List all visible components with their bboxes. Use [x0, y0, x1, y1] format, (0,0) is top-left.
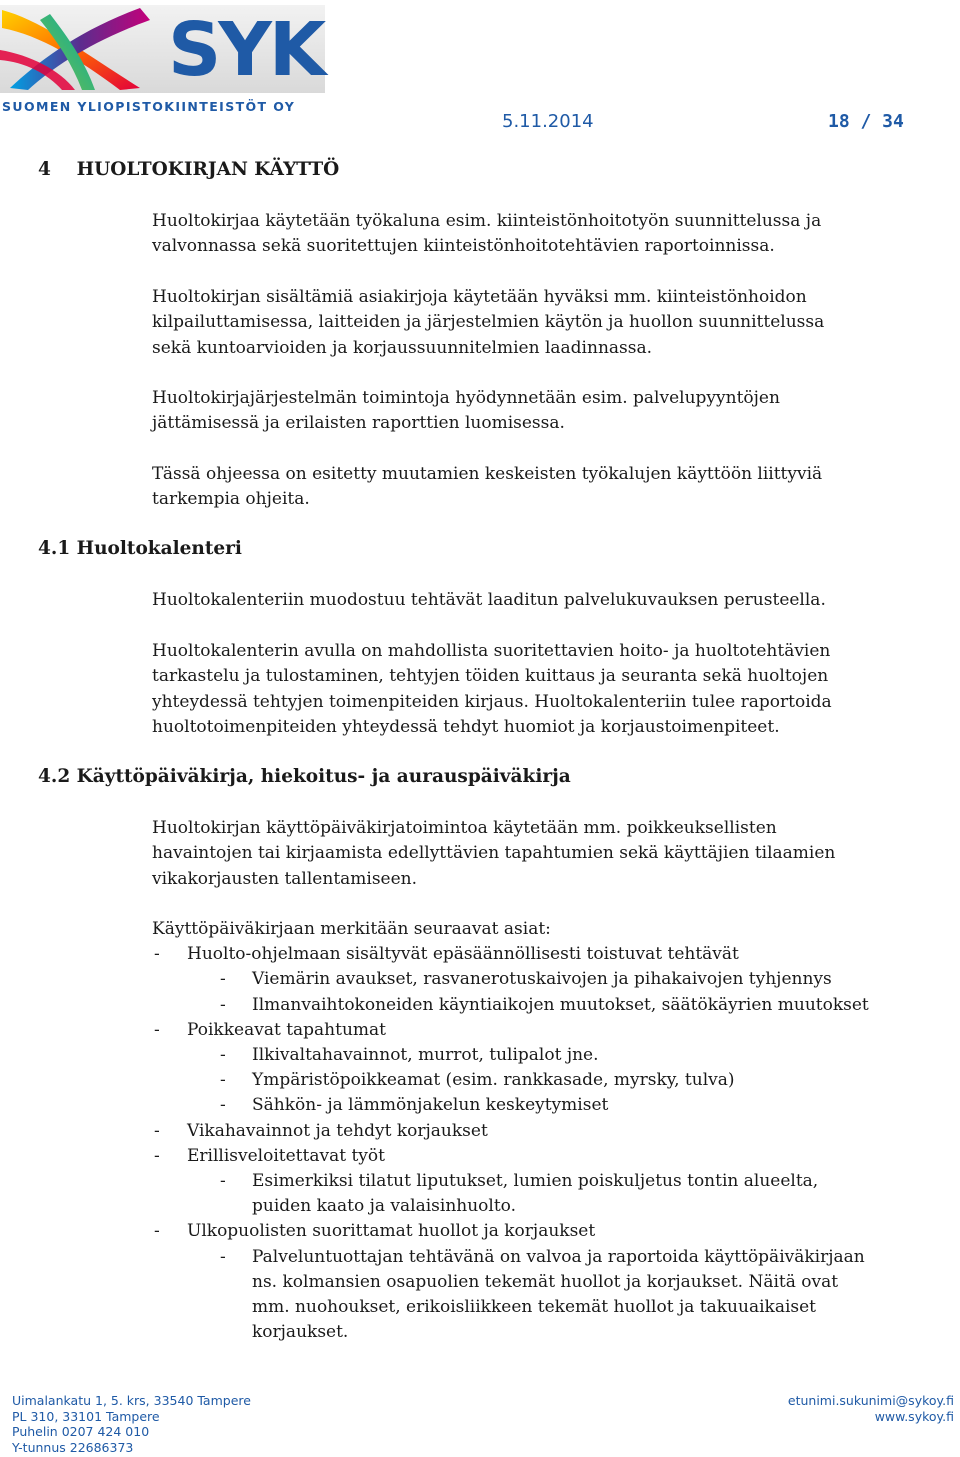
- footer-online: [788, 1393, 954, 1424]
- section-4-2-heading: 4.2 Käyttöpäiväkirja, hiekoitus- ja aurauspäiväkirja: [38, 766, 571, 787]
- header-date: 5.11.2014: [502, 111, 594, 132]
- footer-contact: [12, 1393, 251, 1455]
- footer-phone: Puhelin 0207 424 010: [12, 1424, 150, 1439]
- sub-list-item: - Ilkivaltahavainnot, murrot, tulipalot jne.: [220, 1045, 599, 1066]
- footer-website-link[interactable]: www.sykoy.fi: [874, 1408, 954, 1424]
- syk-logo: [0, 0, 330, 120]
- sub-list-item: - Viemärin avaukset, rasvanerotuskaivojen ja pihakaivojen tyhjennys: [220, 969, 832, 990]
- list-item: - Vikahavainnot ja tehdyt korjaukset: [154, 1120, 488, 1141]
- footer-po-box: PL 310, 33101 Tampere: [12, 1408, 160, 1424]
- section-4-paragraph-3: Huoltokirjajärjestelmän toimintoja hyödynnetään esim. palvelupyyntöjen jättämisessä ja erilaisten raporttien luomisessa.: [152, 388, 780, 434]
- section-4-1-heading: 4.1 Huoltokalenteri: [38, 538, 242, 559]
- header-page-number: 18 / 34: [828, 111, 904, 132]
- sub-list-item: - Palveluntuottajan tehtävänä on valvoa ja raportoida käyttöpäiväkirjaan ns. kolmansien osapuolien tekemät huollot ja korjaukset. Näitä ovat mm. nuohoukset, erikoisliikkeen tekemät huollot ja takuuaikaiset korjaukset.: [220, 1246, 865, 1343]
- section-4-2-paragraph: Huoltokirjan käyttöpäiväkirjatoimintoa käytetään mm. poikkeuksellisten havaintojen tai kirjaamista edellyttävien tapahtumien sekä käyttäjien tilaamien vikakorjausten tallentamiseen.: [152, 818, 836, 889]
- sub-list-item: - Ympäristöpoikkeamat (esim. rankkasade, myrsky, tulva): [220, 1070, 735, 1091]
- logo-wordmark: SYK: [168, 7, 324, 93]
- footer-address: Uimalankatu 1, 5. krs, 33540 Tampere: [12, 1393, 251, 1408]
- sub-list-item: - Esimerkiksi tilatut liputukset, lumien poiskuljetus tontin alueelta, puiden kaato ja valaisinhuolto.: [220, 1171, 819, 1217]
- list-item: - Ulkopuolisten suorittamat huollot ja korjaukset: [154, 1221, 596, 1242]
- section-4-paragraph-1: Huoltokirjaa käytetään työkaluna esim. kiinteistönhoitotyön suunnittelussa ja valvonnassa sekä suoritettujen kiinteistönhoitotehtävien raportoinnissa.: [152, 211, 822, 257]
- section-4-heading: 4 HUOLTOKIRJAN KÄYTTÖ: [38, 159, 340, 180]
- list-item: - Huolto-ohjelmaan sisältyvät epäsäännöllisesti toistuvat tehtävät: [154, 944, 739, 965]
- section-4-paragraph-2: Huoltokirjan sisältämiä asiakirjoja käytetään hyväksi mm. kiinteistönhoidon kilpailuttamisessa, laitteiden ja järjestelmien käytön ja huollon suunnittelussa sekä kuntoarvioiden ja korjaussuunnitelmien laadinnassa.: [152, 287, 825, 358]
- footer-business-id: Y-tunnus 22686373: [12, 1439, 134, 1455]
- list-item: - Poikkeavat tapahtumat: [154, 1019, 386, 1040]
- section-4-paragraph-4: Tässä ohjeessa on esitetty muutamien keskeisten työkalujen käyttöön liittyviä tarkempia ohjeita.: [152, 464, 823, 510]
- sub-list-item: - Ilmanvaihtokoneiden käyntiaikojen muutokset, säätökäyrien muutokset: [220, 994, 869, 1015]
- list-item: - Erillisveloitettavat työt: [154, 1145, 385, 1166]
- section-4-1-paragraph-1: Huoltokalenteriin muodostuu tehtävät laaditun palvelukuvauksen perusteella.: [152, 590, 826, 610]
- footer-email-link[interactable]: etunimi.sukunimi@sykoy.fi: [787, 1393, 954, 1408]
- sub-list-item: - Sähkön- ja lämmönjakelun keskeytymiset: [220, 1095, 609, 1116]
- logo-subtitle: SUOMEN YLIOPISTOKIINTEISTÖT OY: [2, 99, 296, 114]
- list-intro: Käyttöpäiväkirjaan merkitään seuraavat asiat:: [152, 919, 551, 939]
- section-4-1-paragraph-2: Huoltokalenterin avulla on mahdollista suoritettavien hoito- ja huoltotehtävien tarkastelu ja tulostaminen, tehtyjen töiden kuittaus ja seuranta sekä huoltojen yhteydessä tehtyjen toimenpiteiden kirjaus. Huoltokalenteriin tulee raportoida huoltotoimenpiteiden yhteydessä tehdyt huomiot ja korjaustoimenpiteet.: [152, 641, 832, 738]
- logbook-list: [152, 917, 942, 1345]
